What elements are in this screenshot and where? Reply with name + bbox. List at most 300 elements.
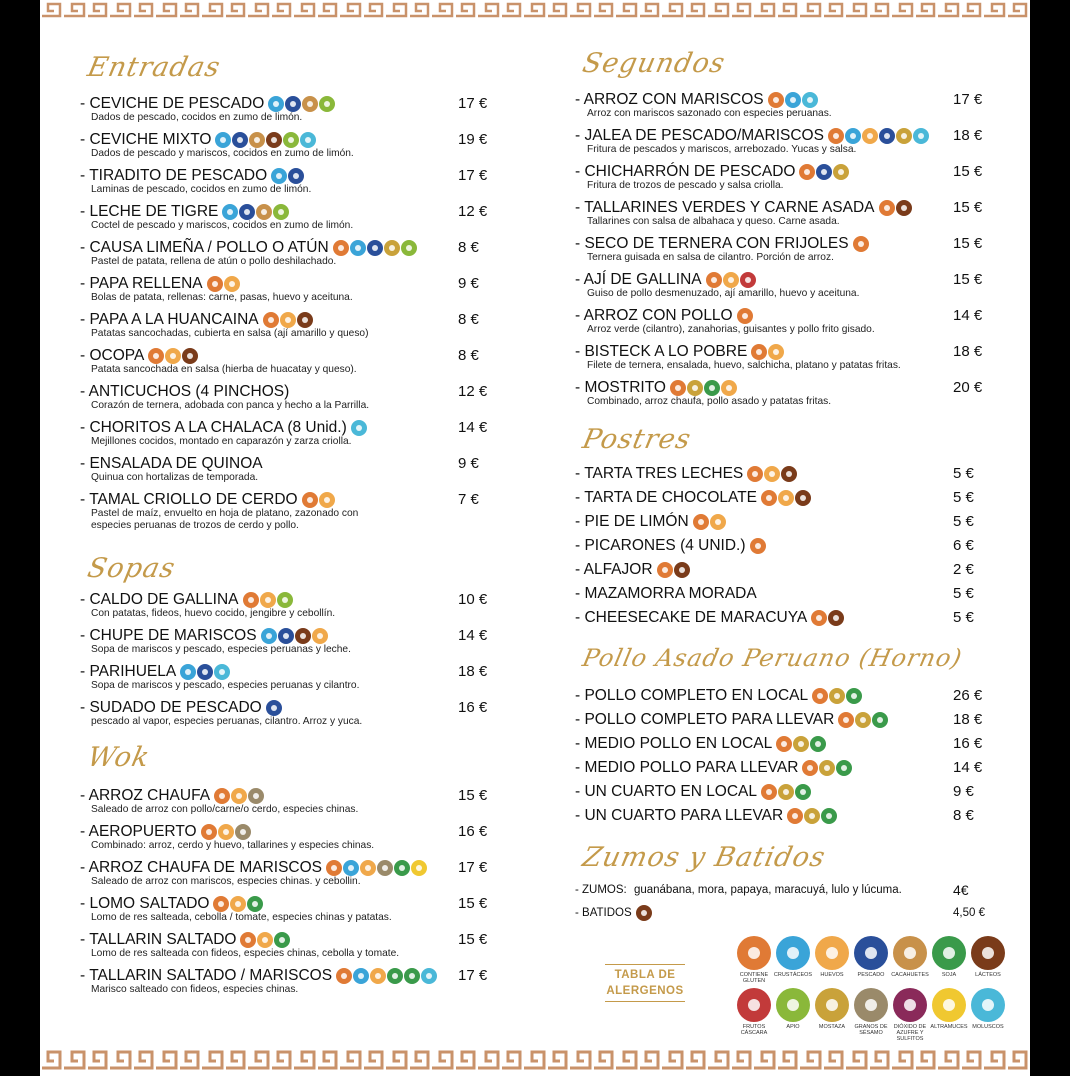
legend-item-label: MOSTAZA (818, 1024, 846, 1030)
pescado-allergen-icon (288, 168, 304, 184)
drink-price: 4€ (953, 882, 969, 898)
allergen-icons (148, 348, 198, 364)
item-title: - UN CUARTO EN LOCAL (575, 783, 758, 800)
item-description: Coctel de pescado y mariscos, cocidos en zumo de limón. (91, 220, 354, 231)
item-title: - TARTA TRES LECHES (575, 465, 744, 482)
item-price: 5 € (953, 513, 974, 530)
soja-allergen-icon (846, 688, 862, 704)
item-price: 16 € (458, 823, 488, 840)
item-price: 8 € (458, 311, 479, 328)
gluten-allergen-icon (207, 276, 223, 292)
item-name (575, 379, 737, 397)
legend-item-label: ALTRAMUCES (930, 1024, 968, 1030)
item-description: Marisco salteado con fideos, especies chinas. (91, 984, 299, 995)
crustaceos-allergen-icon (353, 968, 369, 984)
item-description: Filete de ternera, ensalada, huevo, salchicha, platano y patatas fritas. (587, 360, 901, 371)
allergen-icons (811, 610, 844, 626)
legend-item-label: HUEVOS (820, 972, 844, 978)
item-price: 8 € (458, 239, 479, 256)
item-price: 8 € (458, 347, 479, 364)
item-price: 17 € (458, 967, 488, 984)
allergen-icons (636, 905, 652, 921)
huevos-legend-icon (815, 936, 849, 970)
gluten-allergen-icon (336, 968, 352, 984)
soja-allergen-icon (836, 760, 852, 776)
item-title: - ALFAJOR (575, 561, 653, 578)
drink-price: 4,50 € (953, 907, 985, 919)
item-price: 16 € (458, 699, 488, 716)
soja-allergen-icon (704, 380, 720, 396)
item-price: 20 € (953, 379, 983, 396)
soja-allergen-icon (387, 968, 403, 984)
item-price: 14 € (953, 759, 983, 776)
item-title: - POLLO COMPLETO PARA LLEVAR (575, 711, 835, 728)
mostaza-allergen-icon (896, 128, 912, 144)
allergen-icons (750, 538, 766, 554)
item-name (80, 131, 316, 149)
crustaceos-legend-icon (776, 936, 810, 970)
lacteos-allergen-icon (297, 312, 313, 328)
gluten-allergen-icon (828, 128, 844, 144)
item-title: - LOMO SALTADO (80, 895, 210, 912)
gluten-allergen-icon (747, 466, 763, 482)
huevos-allergen-icon (778, 490, 794, 506)
allergen-icons (213, 896, 263, 912)
item-price: 9 € (458, 455, 479, 472)
legend-item-label: MOLUSCOS (972, 1024, 1004, 1030)
lacteos-allergen-icon (674, 562, 690, 578)
huevos-allergen-icon (165, 348, 181, 364)
item-price: 14 € (953, 307, 983, 324)
item-price: 9 € (458, 275, 479, 292)
section-title-wok: Wok (84, 742, 153, 773)
item-description: Pastel de maíz, envuelto en hoja de platano, zazonado con (91, 508, 359, 519)
item-name (80, 699, 282, 717)
allergen-icons (266, 700, 282, 716)
legend-item-label: DIÓXIDO DE AZUFRE Y SULFITOS (893, 1024, 927, 1042)
crustaceos-allergen-icon (845, 128, 861, 144)
item-name (575, 235, 869, 253)
apio-allergen-icon (273, 204, 289, 220)
allergen-icons (828, 128, 929, 144)
item-title: - TIRADITO DE PESCADO (80, 167, 268, 184)
item-name (80, 859, 427, 877)
huevos-allergen-icon (764, 466, 780, 482)
item-price: 17 € (458, 95, 488, 112)
item-price: 17 € (953, 91, 983, 108)
huevos-allergen-icon (257, 932, 273, 948)
pescado-allergen-icon (232, 132, 248, 148)
section-title-pollo: Pollo Asado Peruano (Horno) (580, 644, 965, 672)
item-description: Corazón de ternera, adobada con panca y hecho a la Parrilla. (91, 400, 370, 411)
allergen-icons (222, 204, 289, 220)
apio-allergen-icon (319, 96, 335, 112)
mostaza-allergen-icon (833, 164, 849, 180)
drink-name: - ZUMOS: (575, 884, 627, 896)
moluscos-legend-icon (971, 988, 1005, 1022)
mostaza-allergen-icon (819, 760, 835, 776)
gluten-allergen-icon (750, 538, 766, 554)
frutos-cascara-legend-icon (737, 988, 771, 1022)
huevos-allergen-icon (370, 968, 386, 984)
gluten-allergen-icon (201, 824, 217, 840)
legend-item-label: SOJA (941, 972, 957, 978)
item-name (80, 203, 289, 221)
item-description: Patata sancochada en salsa (hierba de huacatay y queso). (91, 364, 357, 375)
pescado-allergen-icon (816, 164, 832, 180)
item-description: Arroz verde (cilantro), zanahorias, guisantes y pollo frito gisado. (587, 324, 875, 335)
item-title: - PICARONES (4 UNID.) (575, 537, 746, 554)
item-price: 15 € (953, 163, 983, 180)
huevos-allergen-icon (231, 788, 247, 804)
drink-item-zumos (575, 884, 995, 896)
gluten-allergen-icon (853, 236, 869, 252)
item-name (80, 491, 335, 509)
item-title: - BISTECK A LO POBRE (575, 343, 748, 360)
item-price: 17 € (458, 859, 488, 876)
lacteos-allergen-icon (636, 905, 652, 921)
soja-allergen-icon (404, 968, 420, 984)
cacahuetes-legend-icon (893, 936, 927, 970)
apio-allergen-icon (401, 240, 417, 256)
item-title: - ARROZ CON MARISCOS (575, 91, 764, 108)
item-description: Sopa de mariscos y pescado, especies peruanas y leche. (91, 644, 351, 655)
gluten-allergen-icon (879, 200, 895, 216)
moluscos-allergen-icon (300, 132, 316, 148)
allergen-icons (879, 200, 912, 216)
item-title: - CALDO DE GALLINA (80, 591, 239, 608)
item-title: - LECHE DE TIGRE (80, 203, 219, 220)
item-description: Sopa de mariscos y pescado, especies peruanas y cilantro. (91, 680, 360, 691)
lacteos-allergen-icon (795, 490, 811, 506)
crustaceos-allergen-icon (785, 92, 801, 108)
item-title: - ENSALADA DE QUINOA (80, 455, 263, 472)
sulfitos-legend-icon (893, 988, 927, 1022)
item-description: Combinado, arroz chaufa, pollo asado y patatas fritas. (587, 396, 832, 407)
section-title-entradas: Entradas (84, 52, 224, 83)
pescado-legend-icon (854, 936, 888, 970)
allergen-icons (302, 492, 335, 508)
allergen-icons (787, 808, 837, 824)
soja-allergen-icon (821, 808, 837, 824)
item-title: - ARROZ CHAUFA (80, 787, 211, 804)
crustaceos-allergen-icon (261, 628, 277, 644)
item-title: - PAPA A LA HUANCAINA (80, 311, 259, 328)
huevos-allergen-icon (723, 272, 739, 288)
item-price: 5 € (953, 465, 974, 482)
gluten-allergen-icon (787, 808, 803, 824)
item-price: 15 € (458, 895, 488, 912)
gluten-allergen-icon (799, 164, 815, 180)
soja-allergen-icon (274, 932, 290, 948)
item-price: 5 € (953, 609, 974, 626)
huevos-allergen-icon (768, 344, 784, 360)
gluten-allergen-icon (802, 760, 818, 776)
huevos-allergen-icon (312, 628, 328, 644)
item-title: - CEVICHE DE PESCADO (80, 95, 265, 112)
allergen-icons (776, 736, 826, 752)
item-title: - SUDADO DE PESCADO (80, 699, 262, 716)
item-title: - MOSTRITO (575, 379, 666, 396)
crustaceos-allergen-icon (268, 96, 284, 112)
mostaza-allergen-icon (384, 240, 400, 256)
altramuces-allergen-icon (411, 860, 427, 876)
item-name (575, 199, 912, 217)
item-description: Guiso de pollo desmenuzado, ají amarillo, huevo y aceituna. (587, 288, 860, 299)
item-title: - CHEESECAKE DE MARACUYA (575, 609, 808, 626)
item-name (80, 967, 437, 985)
soja-allergen-icon (247, 896, 263, 912)
item-description: Saleado de arroz con mariscos, especies chinas. y cebollin. (91, 876, 361, 887)
item-name (575, 307, 753, 325)
sesamo-allergen-icon (377, 860, 393, 876)
item-price: 9 € (953, 783, 974, 800)
item-price: 12 € (458, 383, 488, 400)
item-name (575, 537, 766, 555)
item-name (80, 591, 293, 609)
allergen-icons (261, 628, 328, 644)
item-price: 5 € (953, 585, 974, 602)
gluten-legend-icon (737, 936, 771, 970)
mostaza-legend-icon (815, 988, 849, 1022)
item-name (80, 455, 263, 473)
mostaza-allergen-icon (804, 808, 820, 824)
item-price: 15 € (953, 235, 983, 252)
moluscos-allergen-icon (351, 420, 367, 436)
legend-title: TABLA DE ALERGENOS (605, 964, 685, 1002)
item-title: - ARROZ CHAUFA DE MARISCOS (80, 859, 323, 876)
crustaceos-allergen-icon (350, 240, 366, 256)
item-description: Dados de pescado y mariscos, cocidos en zumo de limón. (91, 148, 354, 159)
huevos-allergen-icon (218, 824, 234, 840)
allergen-icons (670, 380, 737, 396)
soja-allergen-icon (872, 712, 888, 728)
allergen-icons (706, 272, 756, 288)
allergen-icons (351, 420, 367, 436)
allergen-icons (693, 514, 726, 530)
gluten-allergen-icon (706, 272, 722, 288)
item-price: 15 € (953, 199, 983, 216)
item-description: Lomo de res salteada, cebolla / tomate, especies chinas y patatas. (91, 912, 392, 923)
lacteos-allergen-icon (266, 132, 282, 148)
pescado-allergen-icon (239, 204, 255, 220)
item-title: - AJÍ DE GALLINA (575, 271, 702, 288)
allergen-icons (201, 824, 251, 840)
huevos-allergen-icon (224, 276, 240, 292)
item-title: - CHICHARRÓN DE PESCADO (575, 163, 796, 180)
gluten-allergen-icon (761, 784, 777, 800)
huevos-allergen-icon (319, 492, 335, 508)
huevos-allergen-icon (230, 896, 246, 912)
allergen-icons (207, 276, 240, 292)
item-description: Fritura de trozos de pescado y salsa criolla. (587, 180, 784, 191)
gluten-allergen-icon (148, 348, 164, 364)
item-title: - MEDIO POLLO EN LOCAL (575, 735, 773, 752)
gluten-allergen-icon (214, 788, 230, 804)
item-price: 7 € (458, 491, 479, 508)
gluten-allergen-icon (657, 562, 673, 578)
item-name (575, 585, 757, 603)
item-name (575, 735, 826, 753)
item-price: 6 € (953, 537, 974, 554)
gluten-allergen-icon (240, 932, 256, 948)
gluten-allergen-icon (812, 688, 828, 704)
allergen-icons (799, 164, 849, 180)
sesamo-allergen-icon (235, 824, 251, 840)
huevos-allergen-icon (260, 592, 276, 608)
lacteos-legend-icon (971, 936, 1005, 970)
gluten-allergen-icon (768, 92, 784, 108)
item-title: - PARIHUELA (80, 663, 177, 680)
item-title: - PAPA RELLENA (80, 275, 203, 292)
item-price: 18 € (458, 663, 488, 680)
item-title: - TAMAL CRIOLLO DE CERDO (80, 491, 298, 508)
huevos-allergen-icon (721, 380, 737, 396)
item-price: 12 € (458, 203, 488, 220)
moluscos-allergen-icon (913, 128, 929, 144)
item-description: Mejillones cocidos, montado en caparazón y zarza criolla. (91, 436, 352, 447)
item-description: Pastel de patata, rellena de atún o pollo deshilachado. (91, 256, 337, 267)
legend-item-label: CONTIENE GLUTEN (739, 972, 769, 984)
apio-allergen-icon (277, 592, 293, 608)
item-title: - CAUSA LIMEÑA / POLLO O ATÚN (80, 239, 329, 256)
pescado-allergen-icon (278, 628, 294, 644)
item-description: Con patatas, fideos, huevo cocido, jengibre y cebollín. (91, 608, 336, 619)
huevos-allergen-icon (360, 860, 376, 876)
soja-allergen-icon (795, 784, 811, 800)
item-name (80, 823, 251, 841)
item-description: Lomo de res salteada con fideos, especies chinas, cebolla y tomate. (91, 948, 400, 959)
soja-legend-icon (932, 936, 966, 970)
drink-description: guanábana, mora, papaya, maracuyá, lulo y lúcuma. (630, 884, 902, 896)
item-description: Dados de pescado, cocidos en zumo de limón. (91, 112, 303, 123)
legend-item-label: LÁCTEOS (975, 972, 1001, 978)
item-title: - MEDIO POLLO PARA LLEVAR (575, 759, 799, 776)
item-title: - MAZAMORRA MORADA (575, 585, 757, 602)
item-name (575, 513, 726, 531)
pescado-allergen-icon (285, 96, 301, 112)
lacteos-allergen-icon (781, 466, 797, 482)
item-price: 2 € (953, 561, 974, 578)
crustaceos-allergen-icon (180, 664, 196, 680)
item-title: - OCOPA (80, 347, 145, 364)
item-name (575, 163, 849, 181)
lacteos-allergen-icon (896, 200, 912, 216)
item-description: Laminas de pescado, cocidos en zumo de limón. (91, 184, 312, 195)
item-title: - ANTICUCHOS (4 PINCHOS) (80, 383, 290, 400)
allergen-icons (737, 308, 753, 324)
soja-allergen-icon (394, 860, 410, 876)
item-title: - JALEA DE PESCADO/MARISCOS (575, 127, 824, 144)
item-description: Quinua con hortalizas de temporada. (91, 472, 259, 483)
item-name (575, 91, 818, 109)
gluten-allergen-icon (811, 610, 827, 626)
item-title: - TALLARIN SALTADO / MARISCOS (80, 967, 333, 984)
item-price: 17 € (458, 167, 488, 184)
gluten-allergen-icon (670, 380, 686, 396)
pescado-allergen-icon (266, 700, 282, 716)
cacahuetes-allergen-icon (302, 96, 318, 112)
item-name (80, 347, 198, 365)
allergen-icons (768, 92, 818, 108)
allergen-icons (240, 932, 290, 948)
drink-item-batidos (575, 905, 995, 921)
item-price: 26 € (953, 687, 983, 704)
legend-item-label: GRANOS DE SÉSAMO (854, 1024, 888, 1036)
item-name (575, 687, 862, 705)
lacteos-allergen-icon (828, 610, 844, 626)
allergen-icons (326, 860, 427, 876)
item-title: - ARROZ CON POLLO (575, 307, 733, 324)
lacteos-allergen-icon (295, 628, 311, 644)
pescado-allergen-icon (879, 128, 895, 144)
item-price: 15 € (458, 787, 488, 804)
item-name (80, 383, 289, 401)
legend-item-label: CACAHUETES (891, 972, 929, 978)
altramuces-legend-icon (932, 988, 966, 1022)
gluten-allergen-icon (838, 712, 854, 728)
gluten-allergen-icon (302, 492, 318, 508)
lacteos-allergen-icon (182, 348, 198, 364)
allergen-icons (336, 968, 437, 984)
allergen-icons (853, 236, 869, 252)
allergen-icons (812, 688, 862, 704)
item-title: - CHORITOS A LA CHALACA (8 Unid.) (80, 419, 347, 436)
item-title: - POLLO COMPLETO EN LOCAL (575, 687, 809, 704)
sesamo-legend-icon (854, 988, 888, 1022)
crustaceos-allergen-icon (271, 168, 287, 184)
huevos-allergen-icon (280, 312, 296, 328)
item-description: pescado al vapor, especies peruanas, cilantro. Arroz y yuca. (91, 716, 363, 727)
item-title: - AEROPUERTO (80, 823, 197, 840)
allergen-icons (747, 466, 797, 482)
item-name (575, 271, 756, 289)
allergen-icons (271, 168, 304, 184)
section-title-sopas: Sopas (84, 553, 179, 584)
item-name (80, 895, 263, 913)
item-title: - CHUPE DE MARISCOS (80, 627, 257, 644)
gluten-allergen-icon (326, 860, 342, 876)
mostaza-allergen-icon (829, 688, 845, 704)
item-name (575, 343, 784, 361)
gluten-allergen-icon (751, 344, 767, 360)
item-description: Patatas sancochadas, cubierta en salsa (ají amarillo y queso) (91, 328, 369, 339)
mostaza-allergen-icon (793, 736, 809, 752)
item-price: 19 € (458, 131, 488, 148)
item-name (575, 759, 852, 777)
item-name (575, 609, 844, 627)
huevos-allergen-icon (862, 128, 878, 144)
item-price: 18 € (953, 343, 983, 360)
gluten-allergen-icon (213, 896, 229, 912)
gluten-allergen-icon (693, 514, 709, 530)
mostaza-allergen-icon (855, 712, 871, 728)
gluten-allergen-icon (761, 490, 777, 506)
greek-key-border-bottom (40, 1046, 1030, 1072)
gluten-allergen-icon (263, 312, 279, 328)
allergen-icons (751, 344, 784, 360)
pescado-allergen-icon (367, 240, 383, 256)
crustaceos-allergen-icon (222, 204, 238, 220)
section-title-postres: Postres (579, 424, 695, 455)
crustaceos-allergen-icon (343, 860, 359, 876)
item-description: Combinado: arroz, cerdo y huevo, tallarines y especies chinas. (91, 840, 375, 851)
item-price: 15 € (458, 931, 488, 948)
item-name (80, 787, 264, 805)
item-title: - PIE DE LIMÓN (575, 513, 689, 530)
allergen-icons (761, 490, 811, 506)
item-description: Arroz con mariscos sazonado con especies peruanas. (587, 108, 832, 119)
